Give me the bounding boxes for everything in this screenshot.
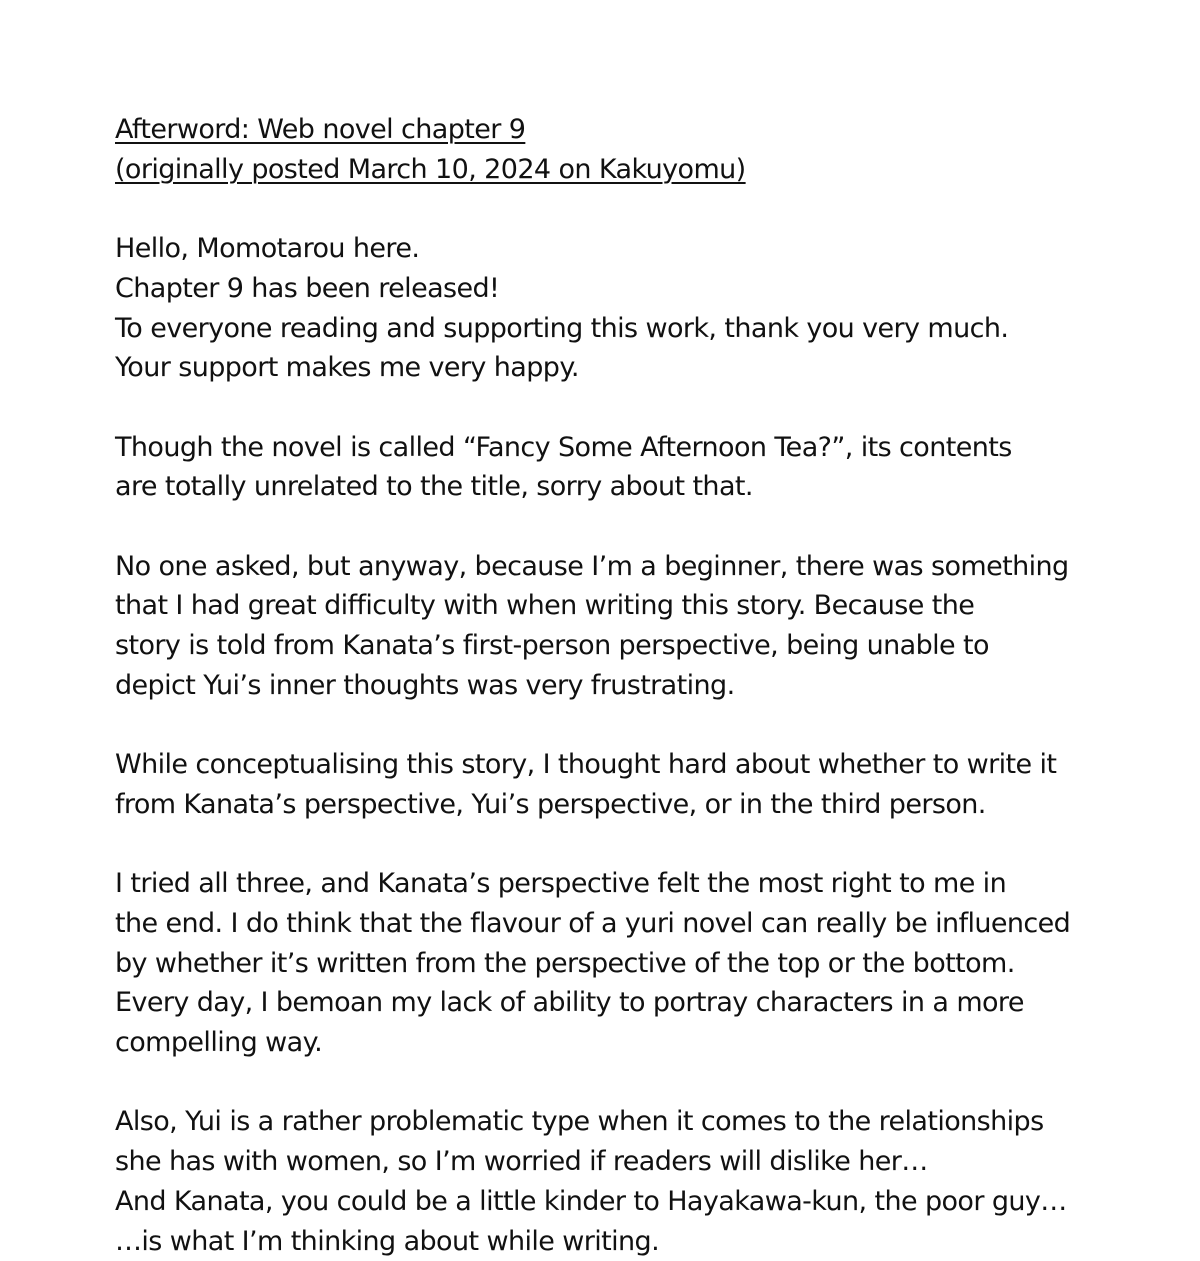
afterword-heading: [115, 110, 1175, 189]
paragraph-difficulty: [115, 547, 1175, 706]
text-line: she has with women, so I’m worried if readers will dislike her…: [115, 1146, 928, 1178]
text-line: Hello, Momotarou here.: [115, 233, 420, 265]
paragraph-greeting: [115, 229, 1175, 388]
text-line: the end. I do think that the flavour of a yuri novel can really be influenced: [115, 907, 1071, 939]
heading-subtitle: (originally posted March 10, 2024 on Kakuyomu): [115, 153, 746, 185]
paragraph-characters: [115, 1102, 1175, 1261]
text-line: Chapter 9 has been released!: [115, 272, 500, 304]
text-line: To everyone reading and supporting this work, thank you very much.: [115, 312, 1009, 344]
text-line: depict Yui’s inner thoughts was very frustrating.: [115, 669, 735, 701]
text-line: No one asked, but anyway, because I’m a beginner, there was something: [115, 550, 1069, 582]
paragraph-choice: [115, 864, 1175, 1063]
text-line: Though the novel is called “Fancy Some Afternoon Tea?”, its contents: [115, 431, 1012, 463]
text-line: And Kanata, you could be a little kinder to Hayakawa-kun, the poor guy…: [115, 1185, 1067, 1217]
afterword-page: [115, 110, 1175, 1261]
paragraph-perspective: [115, 745, 1175, 824]
text-line: …is what I’m thinking about while writing.: [115, 1225, 660, 1257]
text-line: While conceptualising this story, I thought hard about whether to write it: [115, 749, 1057, 781]
paragraph-title-note: [115, 428, 1175, 507]
text-line: by whether it’s written from the perspective of the top or the bottom.: [115, 947, 1015, 979]
text-line: Your support makes me very happy.: [115, 352, 579, 384]
text-line: Also, Yui is a rather problematic type when it comes to the relationships: [115, 1106, 1044, 1138]
text-line: from Kanata’s perspective, Yui’s perspective, or in the third person.: [115, 788, 986, 820]
text-line: Every day, I bemoan my lack of ability to portray characters in a more: [115, 987, 1024, 1019]
text-line: that I had great difficulty with when writing this story. Because the: [115, 590, 975, 622]
text-line: story is told from Kanata’s first-person perspective, being unable to: [115, 630, 989, 662]
text-line: are totally unrelated to the title, sorry about that.: [115, 471, 753, 503]
text-line: compelling way.: [115, 1027, 323, 1059]
text-line: I tried all three, and Kanata’s perspective felt the most right to me in: [115, 868, 1007, 900]
heading-title: Afterword: Web novel chapter 9: [115, 114, 526, 145]
